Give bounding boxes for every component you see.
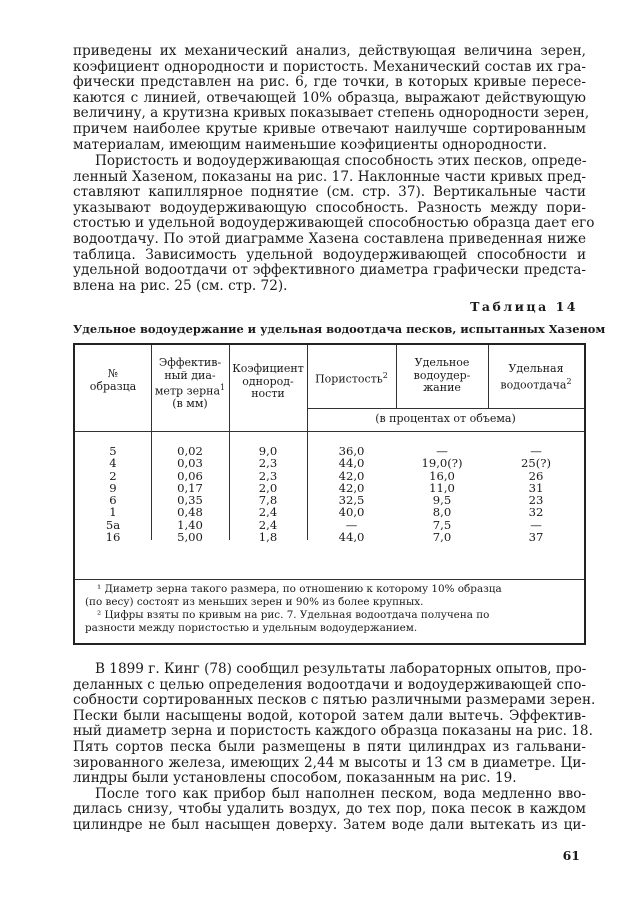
text-line: цилиндре не был насыщен доверху. Затем воде дали вытекать из ци- <box>73 816 586 833</box>
text-line: влена на рис. 25 (см. стр. 72). <box>73 277 288 294</box>
text-line: Пористость и водоудерживающая способность этих песков, опреде- <box>95 153 587 169</box>
text-line: В 1899 г. Кинг (78) сообщил результаты лабораторных опытов, про- <box>95 661 587 677</box>
table-cell: 0,03 <box>177 456 203 471</box>
table-cell: — <box>530 444 542 458</box>
text-line: таблица. Зависимость удельной водоудерживающей способности и <box>73 246 586 263</box>
footnote-line: ² Цифры взяты по кривым на рис. 7. Удельная водоотдача получена по <box>97 609 490 621</box>
page-number: 61 <box>562 848 580 863</box>
table-cell: 25(?) <box>520 456 551 471</box>
header-divider <box>307 408 584 409</box>
header-specific-retention: Удельное водоудер- жание <box>413 356 471 394</box>
text-line: Пять сортов песка были размещены в пяти цилиндрах из гальвани- <box>73 738 586 755</box>
column-specific-retention <box>396 445 488 543</box>
text-line: каются с линией, отвечающей 10% образца, выражают действующую <box>73 89 586 106</box>
table-cell: 7,8 <box>258 493 278 508</box>
column-uniformity-coefficient <box>229 445 307 543</box>
table-cell: 7,5 <box>432 517 452 532</box>
footnote-rule <box>75 579 584 580</box>
table-cell: 0,48 <box>177 505 203 520</box>
header-diameter: Эффектив- ный диа- метр зерна$^1$ (в мм) <box>154 356 226 411</box>
footnote-line: разности между пористостью и удельным водоудержанием. <box>85 622 418 634</box>
table-cell: 4 <box>109 456 117 471</box>
table-cell: 5,00 <box>177 530 203 545</box>
table-cell: 42,0 <box>338 480 365 495</box>
table-cell: 1,8 <box>258 530 278 545</box>
table-cell: 37 <box>528 530 544 545</box>
text-line: дилась снизу, чтобы удалить воздух, до тех пор, пока песок в каждом <box>73 801 586 818</box>
table-cell: 2,3 <box>258 468 278 483</box>
table-cell: 0,06 <box>177 468 203 483</box>
table-cell: 31 <box>528 480 544 495</box>
header-unit-note: (в процентах от объема) <box>375 412 516 425</box>
table-cell: 36,0 <box>338 444 365 458</box>
table-cell: 9,5 <box>432 493 452 508</box>
table-cell: — <box>436 444 448 458</box>
header-uniformity-coefficient: Коэфициент однород- ности <box>232 362 304 400</box>
text-line: После того как прибор был наполнен песком, вода медленно вво- <box>95 785 586 802</box>
header-bottom-rule <box>75 431 584 432</box>
text-line: указывают водоудерживающую способность. Разность между пори- <box>73 199 586 216</box>
table-cell: 2,3 <box>258 456 278 471</box>
table-cell: 23 <box>528 493 544 508</box>
table-cell: 40,0 <box>338 505 365 520</box>
table-cell: 1,40 <box>177 517 203 532</box>
text-line: ный диаметр зерна и пористость каждого образца показаны на рис. 18. <box>73 723 593 740</box>
table-cell: 19,0(?) <box>421 456 463 471</box>
table-title: Удельное водоудержание и удельная водоотдача песков, испытанных Хазеном <box>73 322 606 336</box>
text-line: ленный Хазеном, показаны на рис. 17. Наклонные части кривых пред- <box>73 168 586 185</box>
table-cell: 32 <box>528 505 544 520</box>
paragraph-1 <box>73 43 590 153</box>
column-diameter <box>151 445 229 543</box>
header-porosity: Пористость$^2$ <box>315 371 388 386</box>
text-line: коэфициент однородности и пористость. Механический состав их гра- <box>73 58 586 75</box>
table-cell: 5а <box>105 517 121 532</box>
footnote-line: ¹ Диаметр зерна такого размера, по отношению к которому 10% образца <box>97 583 502 595</box>
column-number <box>75 445 151 543</box>
text-line: ставляют капиллярное поднятие (см. стр. 37). Вертикальные части <box>73 184 586 201</box>
table-cell: 0,02 <box>177 444 203 458</box>
text-line: деланных с целью определения водоотдачи и водоудерживающей спо- <box>73 676 586 693</box>
text-line: приведены их механический анализ, действующая величина зерен, <box>73 43 586 59</box>
table-cell: 6 <box>109 493 117 508</box>
text-line: величину, а крутизна кривых показывает степень однородности зерен, <box>73 105 590 122</box>
table-cell: 32,5 <box>338 493 365 508</box>
table-cell: — <box>345 517 358 532</box>
text-line: Пески были насыщены водой, которой затем дали вытечь. Эффектив- <box>73 707 586 724</box>
table-cell: 2,0 <box>258 480 278 495</box>
paragraph-3 <box>73 661 596 834</box>
text-line: фически представлен на рис. 6, где точки, в которых кривые пересе- <box>73 74 586 91</box>
paragraph-2 <box>73 153 595 294</box>
text-line: водоотдачу. По этой диаграмме Хазена составлена приведенная ниже <box>73 230 586 247</box>
header-number: № образца <box>89 367 137 393</box>
table-cell: 9 <box>109 480 117 495</box>
text-line: материалам, имеющим наименьшие коэфициенты однородности. <box>73 136 547 153</box>
table-cell: 7,0 <box>432 530 452 545</box>
text-line: собности сортированных песков с пятью различными размерами зерен. <box>73 692 596 709</box>
table-cell: 1 <box>109 505 117 520</box>
text-line: линдры были установлены способом, показанным на рис. 19. <box>73 770 517 787</box>
table-label: Таблица 14 <box>470 299 578 314</box>
table-cell: 9,0 <box>258 444 278 458</box>
column-porosity <box>307 445 396 543</box>
table-cell: 26 <box>528 468 544 483</box>
table-footnotes <box>85 583 575 635</box>
table-cell: 44,0 <box>338 530 365 545</box>
text-line: удельной водоотдачи от эффективного диаметра графически предста- <box>73 262 586 279</box>
table-cell: — <box>530 517 542 532</box>
table-cell: 0,17 <box>177 480 203 495</box>
table-cell: 0,35 <box>177 493 203 508</box>
text-line: зированного железа, имеющих 2,44 м высоты и 13 см в диаметре. Ци- <box>73 754 586 771</box>
table-cell: 42,0 <box>338 468 365 483</box>
text-line: причем наиболее крутые кривые отвечают наилучше сортированным <box>73 120 586 137</box>
text-line: стостью и удельной водоудерживающей способностью образца дает его <box>73 215 595 232</box>
table-cell: 5 <box>109 444 117 458</box>
table-cell: 8,0 <box>432 505 452 520</box>
table-cell: 2 <box>109 468 117 483</box>
table-cell: 16,0 <box>429 468 455 483</box>
footnote-line: (по весу) состоят из меньших зерен и 90% из более крупных. <box>85 596 424 608</box>
table-cell: 2,4 <box>258 505 278 520</box>
table-cell: 44,0 <box>338 456 365 471</box>
table-cell: 16 <box>105 530 121 545</box>
table-cell: 2,4 <box>258 517 278 532</box>
data-table <box>73 343 586 645</box>
table-cell: 11,0 <box>429 480 455 495</box>
header-specific-yield: Удельная водоотдача$^2$ <box>500 362 572 392</box>
column-specific-yield <box>488 445 584 543</box>
